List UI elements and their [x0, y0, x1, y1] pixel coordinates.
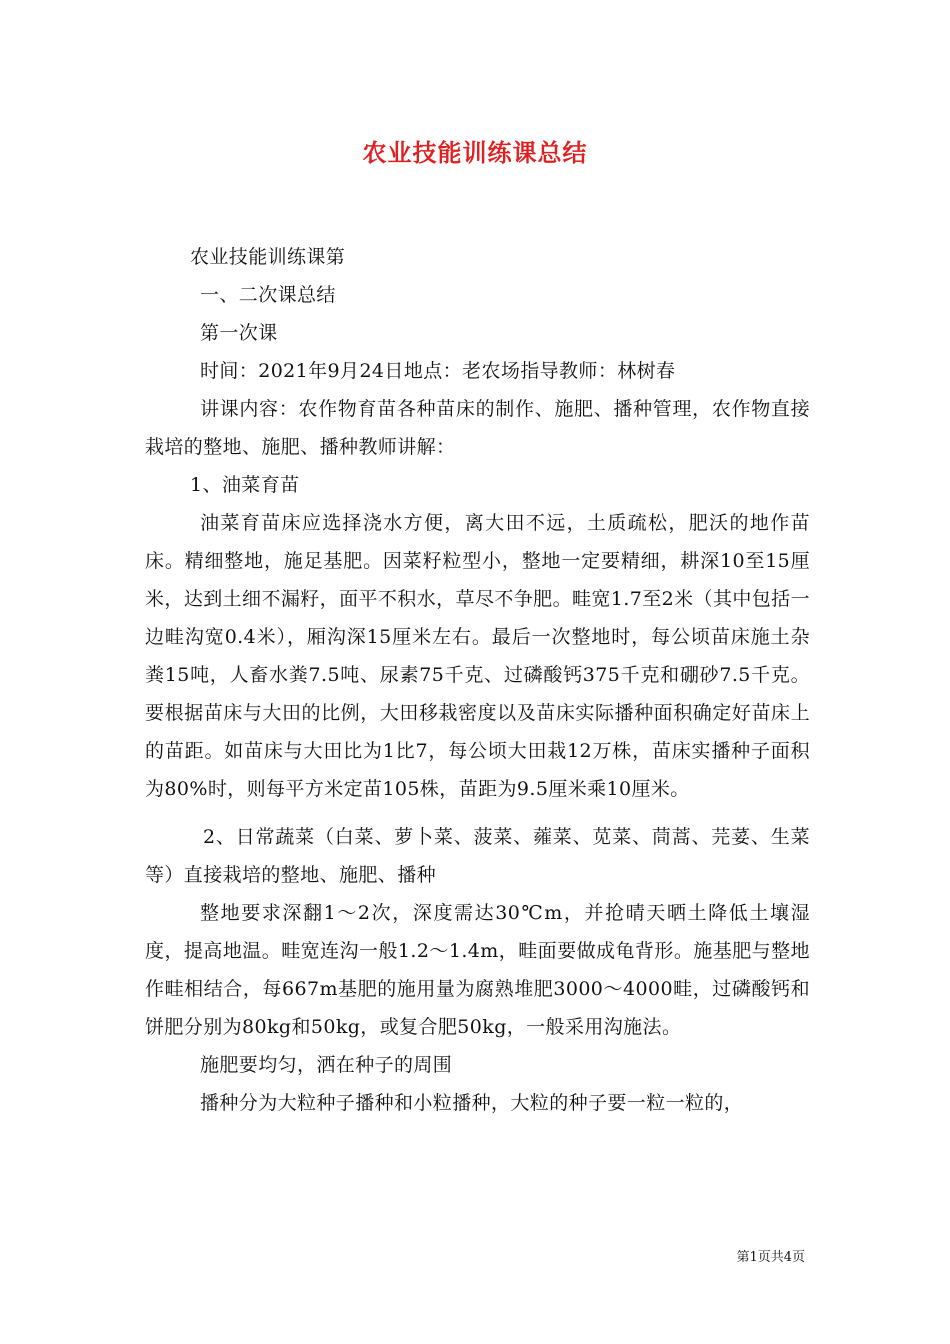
- paragraph-lesson-label: 第一次课: [200, 322, 278, 344]
- paragraph-vegetables-body: 整地要求深翻1～2次，深度需达30℃m，并抢晴天晒土降低土壤湿度，提高地温。畦宽连沟一般1.2～1.4m，畦面要做成龟背形。施基肥与整地作畦相结合，每667m基肥的施用量为腐熟堆肥3000～4000畦，过磷酸钙和饼肥分别为80kg和50kg，或复合肥50kg，一般采用沟施法。: [145, 902, 810, 1038]
- paragraph-section-rapeseed: 1、油菜育苗: [190, 474, 300, 496]
- paragraph-fertilize-note: 施肥要均匀，洒在种子的周围: [200, 1054, 453, 1076]
- document-title: 农业技能训练课总结: [362, 138, 588, 167]
- page-number: 第1页共4页: [736, 1250, 805, 1265]
- paragraph-heading-line-1: 农业技能训练课第: [190, 246, 346, 268]
- paragraph-rapeseed-body: 油菜育苗床应选择浇水方便，离大田不远，土质疏松，肥沃的地作苗床。精细整地，施足基肥。因菜籽粒型小，整地一定要精细，耕深10至15厘米，达到土细不漏籽，面平不积水，草尽不争肥。畦宽1.7至2米（其中包括一边畦沟宽0.4米），厢沟深15厘米左右。最后一次整地时，每公顷苗床施土杂粪15吨，人畜水粪7.5吨、尿素75千克、过磷酸钙375千克和硼砂7.5千克。要根据苗床与大田的比例，大田移栽密度以及苗床实际播种面积确定好苗床上的苗距。如苗床与大田比为1比7，每公顷大田栽12万株，苗床实播种子面积为80%时，则每平方米定苗105株，苗距为9.5厘米乘10厘米。: [145, 512, 810, 800]
- paragraph-lecture-content: 讲课内容：农作物育苗各种苗床的制作、施肥、播种管理，农作物直接栽培的整地、施肥、播种教师讲解：: [145, 398, 810, 458]
- paragraph-sowing: 播种分为大粒种子播种和小粒播种，大粒的种子要一粒一粒的，: [200, 1092, 744, 1114]
- paragraph-time-place: 时间：2021年9月24日地点：老农场指导教师：林树春: [200, 360, 676, 382]
- paragraph-heading-line-2: 一、二次课总结: [200, 284, 336, 306]
- document-body: [145, 238, 810, 1122]
- paragraph-section-vegetables: 2、日常蔬菜（白菜、萝卜菜、菠菜、蕹菜、苋菜、茼蒿、芫荽、生菜等）直接栽培的整地、施肥、播种: [145, 826, 810, 886]
